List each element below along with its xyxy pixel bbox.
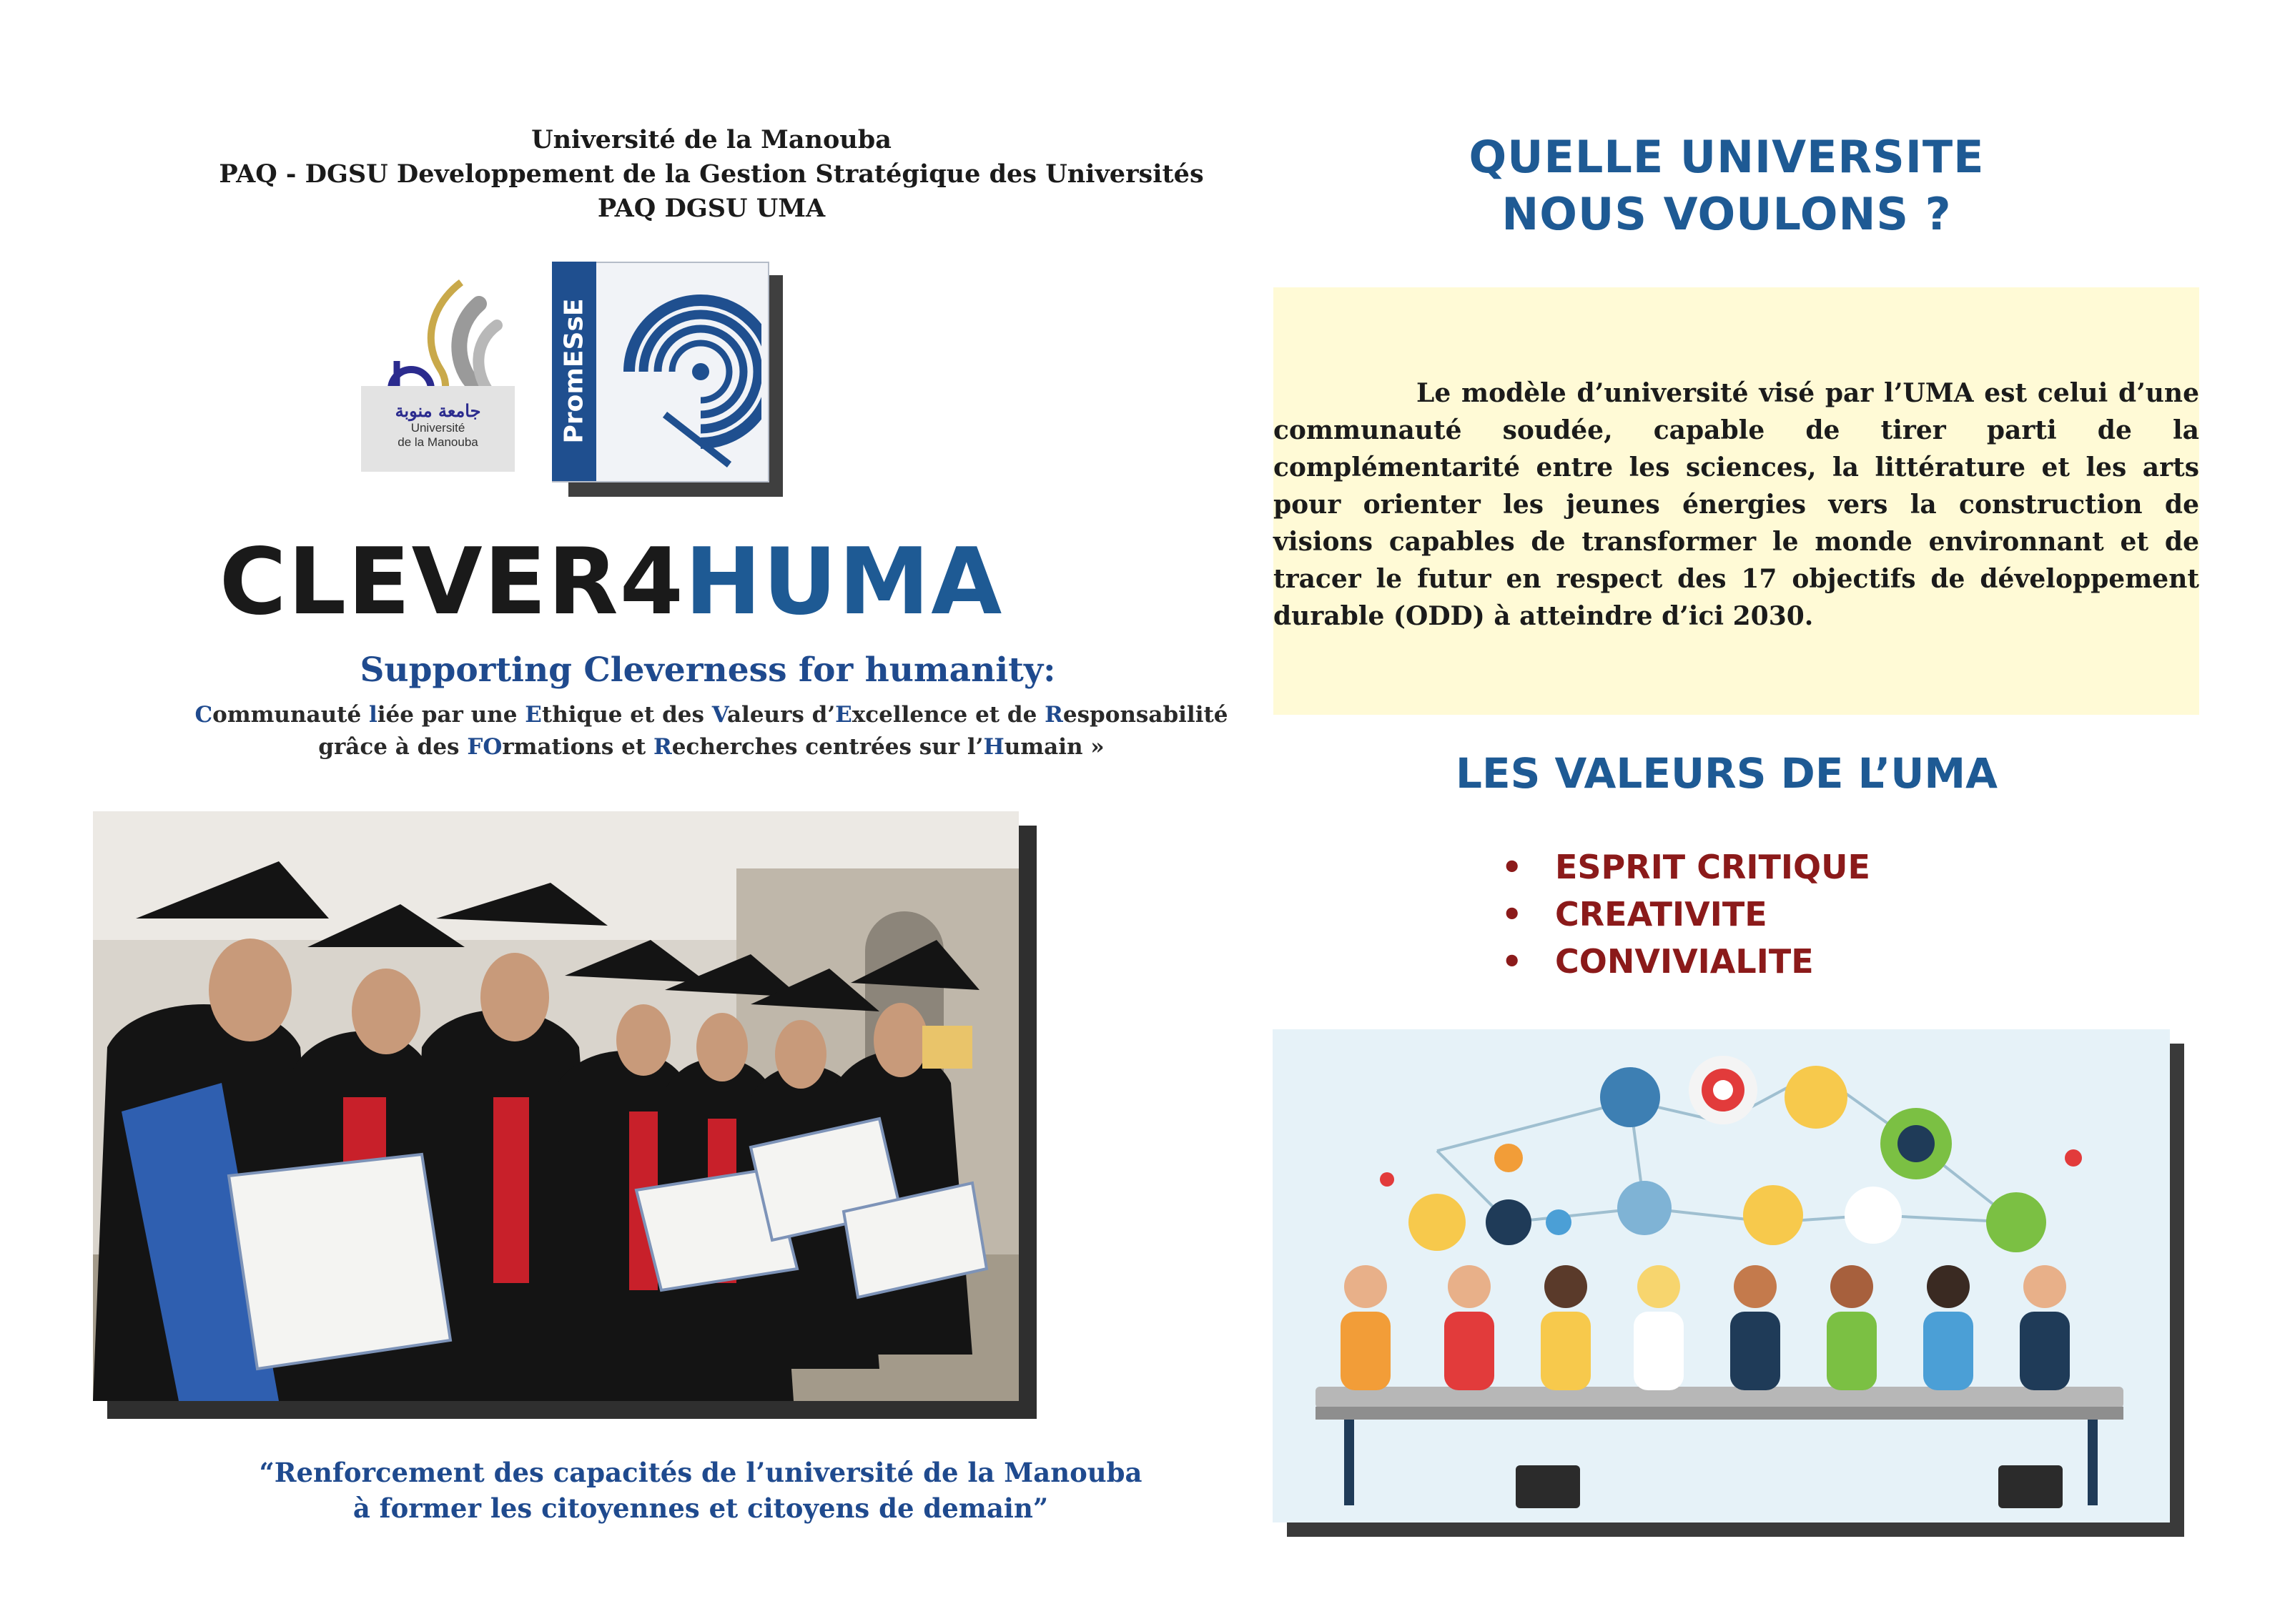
teamwork-illustration	[1273, 1029, 2170, 1522]
acronym-highlight: E	[525, 702, 542, 728]
vision-paragraph	[1273, 375, 2199, 635]
acronym-text: iée par une	[377, 702, 525, 728]
question-title-line-2: NOUS VOULONS ?	[1501, 188, 1952, 240]
uma-logo-arabic: جامعة منوبة	[395, 400, 481, 421]
acronym-text: xcellence et de	[852, 702, 1045, 728]
university-header	[86, 123, 1337, 226]
header-line: PAQ DGSU UMA	[597, 194, 826, 223]
header-line: PAQ - DGSU Developpement de la Gestion Stratégique des Universités	[219, 159, 1204, 189]
quote-line-2: à former les citoyennes et citoyens de demain”	[352, 1492, 1049, 1524]
acronym-text: thique et des	[541, 702, 712, 728]
promesse-logo-word-text: PromESsE	[559, 298, 589, 443]
values-list	[1501, 843, 2145, 985]
acronym-text: rmations et	[502, 734, 653, 760]
acronym-text: echerches centrées sur l’	[671, 734, 984, 760]
acronym-highlight: l	[368, 702, 377, 728]
quote-line-1: “Renforcement des capacités de l’université de la Manouba	[259, 1457, 1142, 1488]
header-line: Université de la Manouba	[531, 125, 892, 154]
value-label: ESPRIT CRITIQUE	[1555, 848, 1870, 886]
acronym-text: grâce à des	[318, 734, 468, 760]
acronym-highlight: E	[835, 702, 852, 728]
value-item	[1501, 843, 2145, 891]
acronym-text: ommunauté	[212, 702, 369, 728]
brand-title	[200, 529, 1022, 635]
uma-logo-line2: de la Manouba	[398, 435, 478, 449]
brand-part2: HUMA	[684, 529, 1004, 635]
acronym-text: esponsabilité	[1062, 702, 1228, 728]
acronym-expansion	[50, 699, 1373, 763]
quote	[71, 1455, 1330, 1526]
bullet-icon: •	[1501, 895, 1523, 934]
promesse-rings-icon	[601, 272, 761, 472]
value-item	[1501, 891, 2145, 938]
promesse-logo-word	[554, 262, 594, 480]
acronym-highlight: FO	[467, 734, 503, 760]
value-label: CREATIVITE	[1555, 895, 1767, 934]
question-title-line-1: QUELLE UNIVERSITE	[1469, 131, 1985, 183]
question-title	[1273, 129, 2181, 243]
acronym-line-1	[50, 699, 1373, 731]
graduation-photo	[93, 811, 1019, 1401]
uma-logo-line1: Université	[410, 421, 465, 435]
tagline: Supporting Cleverness for humanity:	[360, 650, 1056, 690]
value-item	[1501, 938, 2145, 985]
uma-logo-text	[368, 400, 508, 450]
acronym-highlight: V	[711, 702, 727, 728]
acronym-highlight: C	[194, 702, 213, 728]
acronym-highlight: R	[1045, 702, 1063, 728]
values-title: LES VALEURS DE L’UMA	[1456, 749, 1998, 798]
bullet-icon: •	[1501, 848, 1523, 886]
brand-part1: CLEVER4	[219, 529, 685, 635]
acronym-highlight: R	[653, 734, 672, 760]
acronym-text: umain »	[1004, 734, 1105, 760]
acronym-text: aleurs d’	[726, 702, 836, 728]
acronym-highlight: H	[983, 734, 1005, 760]
bullet-icon: •	[1501, 942, 1523, 981]
vision-paragraph-text: Le modèle d’université visé par l’UMA est celui d’une communauté soudée, capable de tirer parti de la complémentarité entre les sciences, la littérature et les arts pour orienter les jeunes énergies vers la construction de visions capables de transformer le monde environnant et de tracer le futur en respect des 17 objectifs de développement durable (ODD) à atteindre d’ici 2030.	[1273, 378, 2199, 631]
value-label: CONVIVIALITE	[1555, 942, 1814, 981]
acronym-line-2	[50, 731, 1373, 763]
